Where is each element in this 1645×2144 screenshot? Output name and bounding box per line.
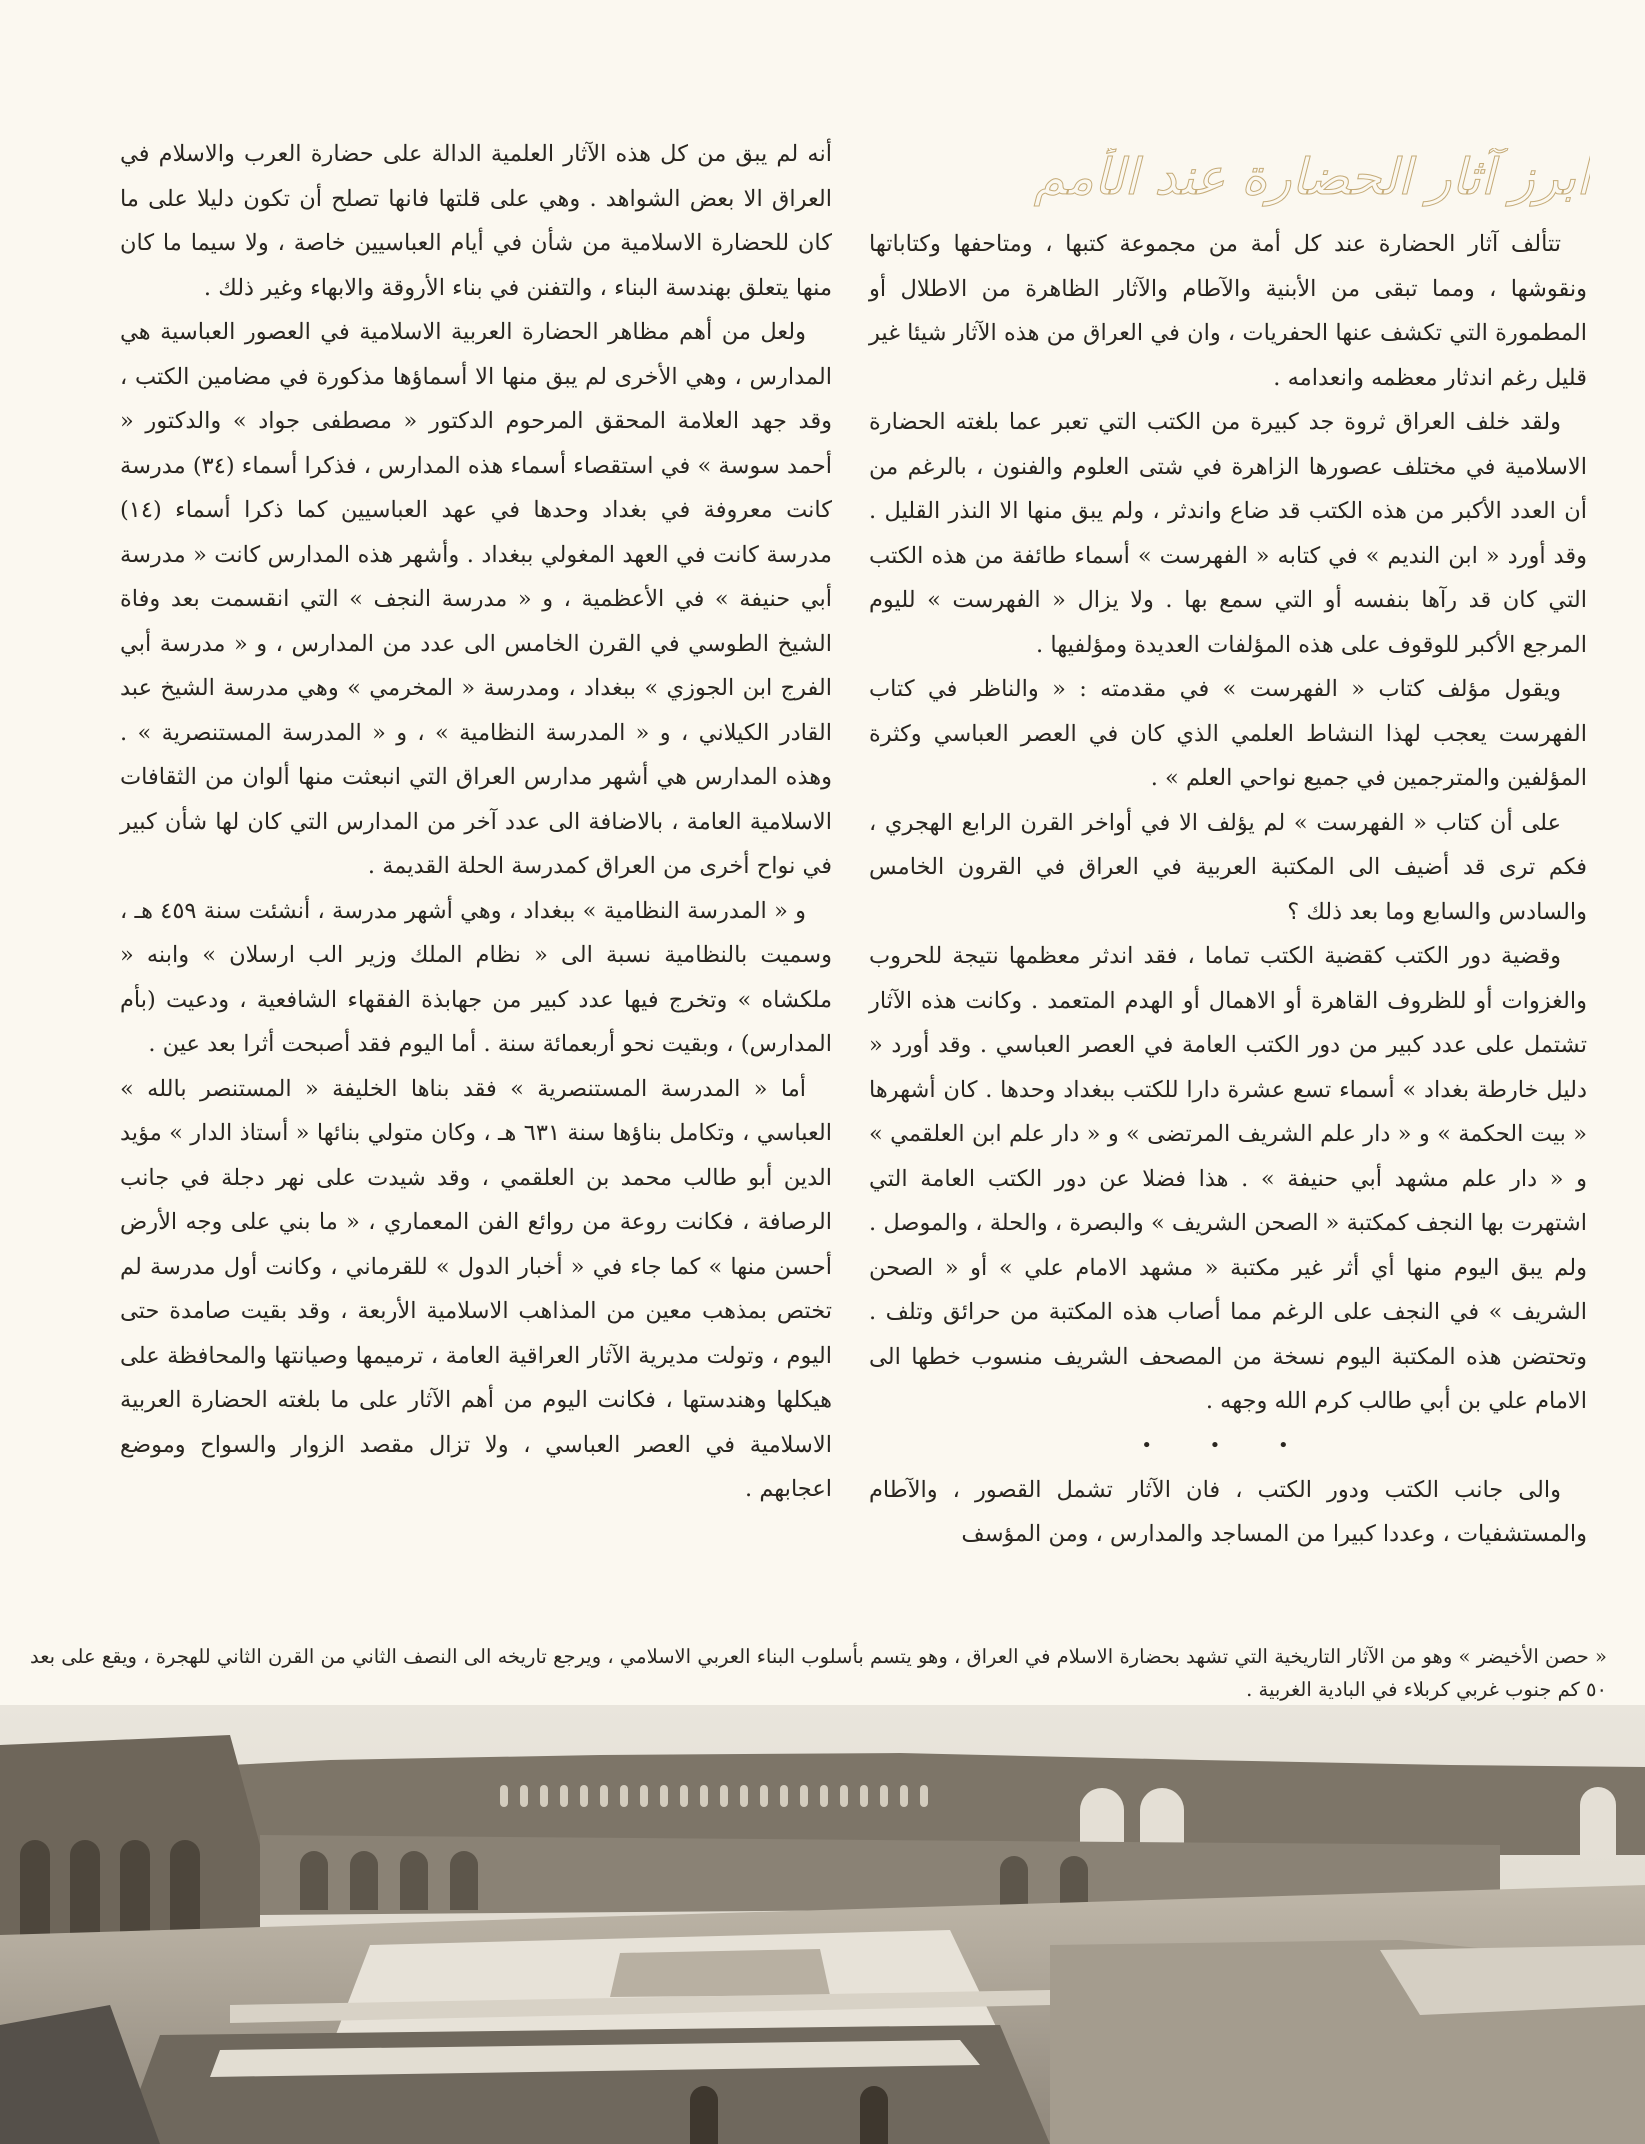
fortress-photo bbox=[0, 1705, 1645, 2144]
paragraph: وقضية دور الكتب كقضية الكتب تماما ، فقد اندثر معظمها نتيجة للحروب والغزوات أو للظروف القاهرة أو الاهمال أو الهدم المتعمد . وكانت هذه الآثار تشتمل على عدد كبير من دور الكتب العامة في العصر العباسي . وقد أورد « دليل خارطة بغداد » أسماء تسع عشرة دارا للكتب ببغداد وحدها . كان أشهرها « بيت الحكمة » و « دار علم الشريف المرتضى » و « دار علم ابن العلقمي » و « دار علم مشهد أبي حنيفة » . هذا فضلا عن دور الكتب العامة التي اشتهرت بها النجف كمكتبة « الصحن الشريف » والبصرة ، والحلة ، والموصل . ولم يبق اليوم منها أي أثر غير مكتبة « مشهد الامام علي » أو « الصحن الشريف » في النجف على الرغم مما أصاب هذه المكتبة من حرائق وتلف . وتحتضن هذه المكتبة اليوم نسخة من المصحف الشريف منسوب خطها الى الامام علي بن أبي طالب كرم الله وجهه . bbox=[869, 943, 1587, 1414]
paragraph: على أن كتاب « الفهرست » لم يؤلف الا في أواخر القرن الرابع الهجري ، فكم ترى قد أضيف الى المكتبة العربية في العراق في القرون الخامس والسادس والسابع وما بعد ذلك ؟ bbox=[869, 809, 1587, 925]
paragraph: ولعل من أهم مظاهر الحضارة العربية الاسلامية في العصور العباسية هي المدارس ، وهي الأخرى لم يبق منها الا أسماؤها مذكورة في مضامين الكتب ، وقد جهد العلامة المحقق المرحوم الدكتور « مصطفى جواد » والدكتور « أحمد سوسة » في استقصاء أسماء هذه المدارس ، فذكرا أسماء (٣٤) مدرسة كانت معروفة في بغداد وحدها في عهد العباسيين كما ذكرا أسماء (١٤) مدرسة كانت في العهد المغولي ببغداد . وأشهر هذه المدارس كانت « مدرسة أبي حنيفة » في الأعظمية ، و « مدرسة النجف » التي انقسمت بعد وفاة الشيخ الطوسي في القرن الخامس الى عدد من المدارس ، و « مدرسة أبي الفرج ابن الجوزي » ببغداد ، ومدرسة « المخرمي » وهي مدرسة الشيخ عبد القادر الكيلاني ، و « المدرسة النظامية » ، و « المدرسة المستنصرية » . وهذه المدارس هي أشهر مدارس العراق التي انبعثت منها ألوان من الثقافات الاسلامية العامة ، بالاضافة الى عدد آخر من المدارس التي كان لها شأن كبير في نواح أخرى من العراق كمدرسة الحلة القديمة . bbox=[120, 319, 833, 879]
paragraph: تتألف آثار الحضارة عند كل أمة من مجموعة كتبها ، ومتاحفها وكتاباتها ونقوشها ، ومما تبقى من الأبنية والآطام والآثار الظاهرة من الاطلال أو المطمورة التي تكشف عنها الحفريات ، وان في العراق من هذه الآثار شيئا غير قليل رغم اندثار معظمه وانعدامه . bbox=[869, 231, 1587, 391]
section-separator: • • • bbox=[1141, 1434, 1315, 1456]
paragraph: و « المدرسة النظامية » ببغداد ، وهي أشهر مدرسة ، أنشئت سنة ٤٥٩ هـ ، وسميت بالنظامية نسبة الى « نظام الملك وزير الب ارسلان » وابنه « ملكشاه » وتخرج فيها عدد كبير من جهابذة الفقهاء الشافعية ، ودعيت (بأم المدارس) ، وبقيت نحو أربعمائة سنة . أما اليوم فقد أصبحت أثرا بعد عين . bbox=[120, 897, 832, 1057]
left-column bbox=[120, 132, 832, 1512]
paragraph: أنه لم يبق من كل هذه الآثار العلمية الدالة على حضارة العرب والاسلام في العراق الا بعض الشواهد . وهي على قلتها فانها تصلح أن تكون دليلا على ما كان للحضارة الاسلامية من شأن في أيام العباسيين خاصة ، ولا سيما ما كان منها يتعلق بهندسة البناء ، والتفنن في بناء الأروقة والابهاء وغير ذلك . bbox=[120, 141, 832, 301]
right-column bbox=[869, 222, 1587, 1557]
paragraph: والى جانب الكتب ودور الكتب ، فان الآثار تشمل القصور ، والآطام والمستشفيات ، وعددا كبيرا من المساجد والمدارس ، ومن المؤسف bbox=[869, 1476, 1587, 1547]
article-title: ابرز آثار الحضارة عند الأمم bbox=[1033, 148, 1590, 206]
paragraph: أما « المدرسة المستنصرية » فقد بناها الخليفة « المستنصر بالله » العباسي ، وتكامل بناؤها سنة ٦٣١ هـ ، وكان متولي بنائها « أستاذ الدار » مؤيد الدين أبو طالب محمد بن العلقمي ، وقد شيدت على نهر دجلة في جانب الرصافة ، فكانت روعة من روائع الفن المعماري ، « ما بني على وجه الأرض أحسن منها » كما جاء في « أخبار الدول » للقرماني ، وكانت أول مدرسة لم تختص بمذهب معين من المذاهب الاسلامية الأربعة ، وقد بقيت صامدة حتى اليوم ، وتولت مديرية الآثار العراقية العامة ، ترميمها وصيانتها والمحافظة على هيكلها وهندستها ، فكانت اليوم من أهم الآثار على ما بلغته الحضارة العربية الاسلامية في العصر العباسي ، ولا تزال مقصد الزوار والسواح وموضع اعجابهم . bbox=[120, 1075, 832, 1502]
fortress-ruins-image bbox=[0, 1705, 1645, 2144]
paragraph: ويقول مؤلف كتاب « الفهرست » في مقدمته : « والناظر في كتاب الفهرست يعجب لهذا النشاط العلمي الذي كان في العصر العباسي وكثرة المؤلفين والمترجمين في جميع نواحي العلم » . bbox=[869, 676, 1587, 791]
photo-caption: « حصن الأخيضر » وهو من الآثار التاريخية التي تشهد بحضارة الاسلام في العراق ، وهو يتسم بأسلوب البناء العربي الاسلامي ، ويرجع تاريخه الى النصف الثاني من القرن الثاني للهجرة ، ويقع على بعد ٥٠ كم جنوب غربي كربلاء في البادية الغربية . bbox=[30, 1645, 1607, 1701]
paragraph: ولقد خلف العراق ثروة جد كبيرة من الكتب التي تعبر عما بلغته الحضارة الاسلامية في مختلف عصورها الزاهرة في شتى العلوم والفنون ، بالرغم من أن العدد الأكبر من هذه الكتب قد ضاع واندثر ، ولم يبق منها الا النذر القليل . وقد أورد « ابن النديم » في كتابه « الفهرست » أسماء طائفة من هذه الكتب التي كان قد رآها بنفسه أو التي سمع بها . ولا يزال « الفهرست » لليوم المرجع الأكبر للوقوف على هذه المؤلفات العديدة ومؤلفيها . bbox=[869, 409, 1587, 658]
